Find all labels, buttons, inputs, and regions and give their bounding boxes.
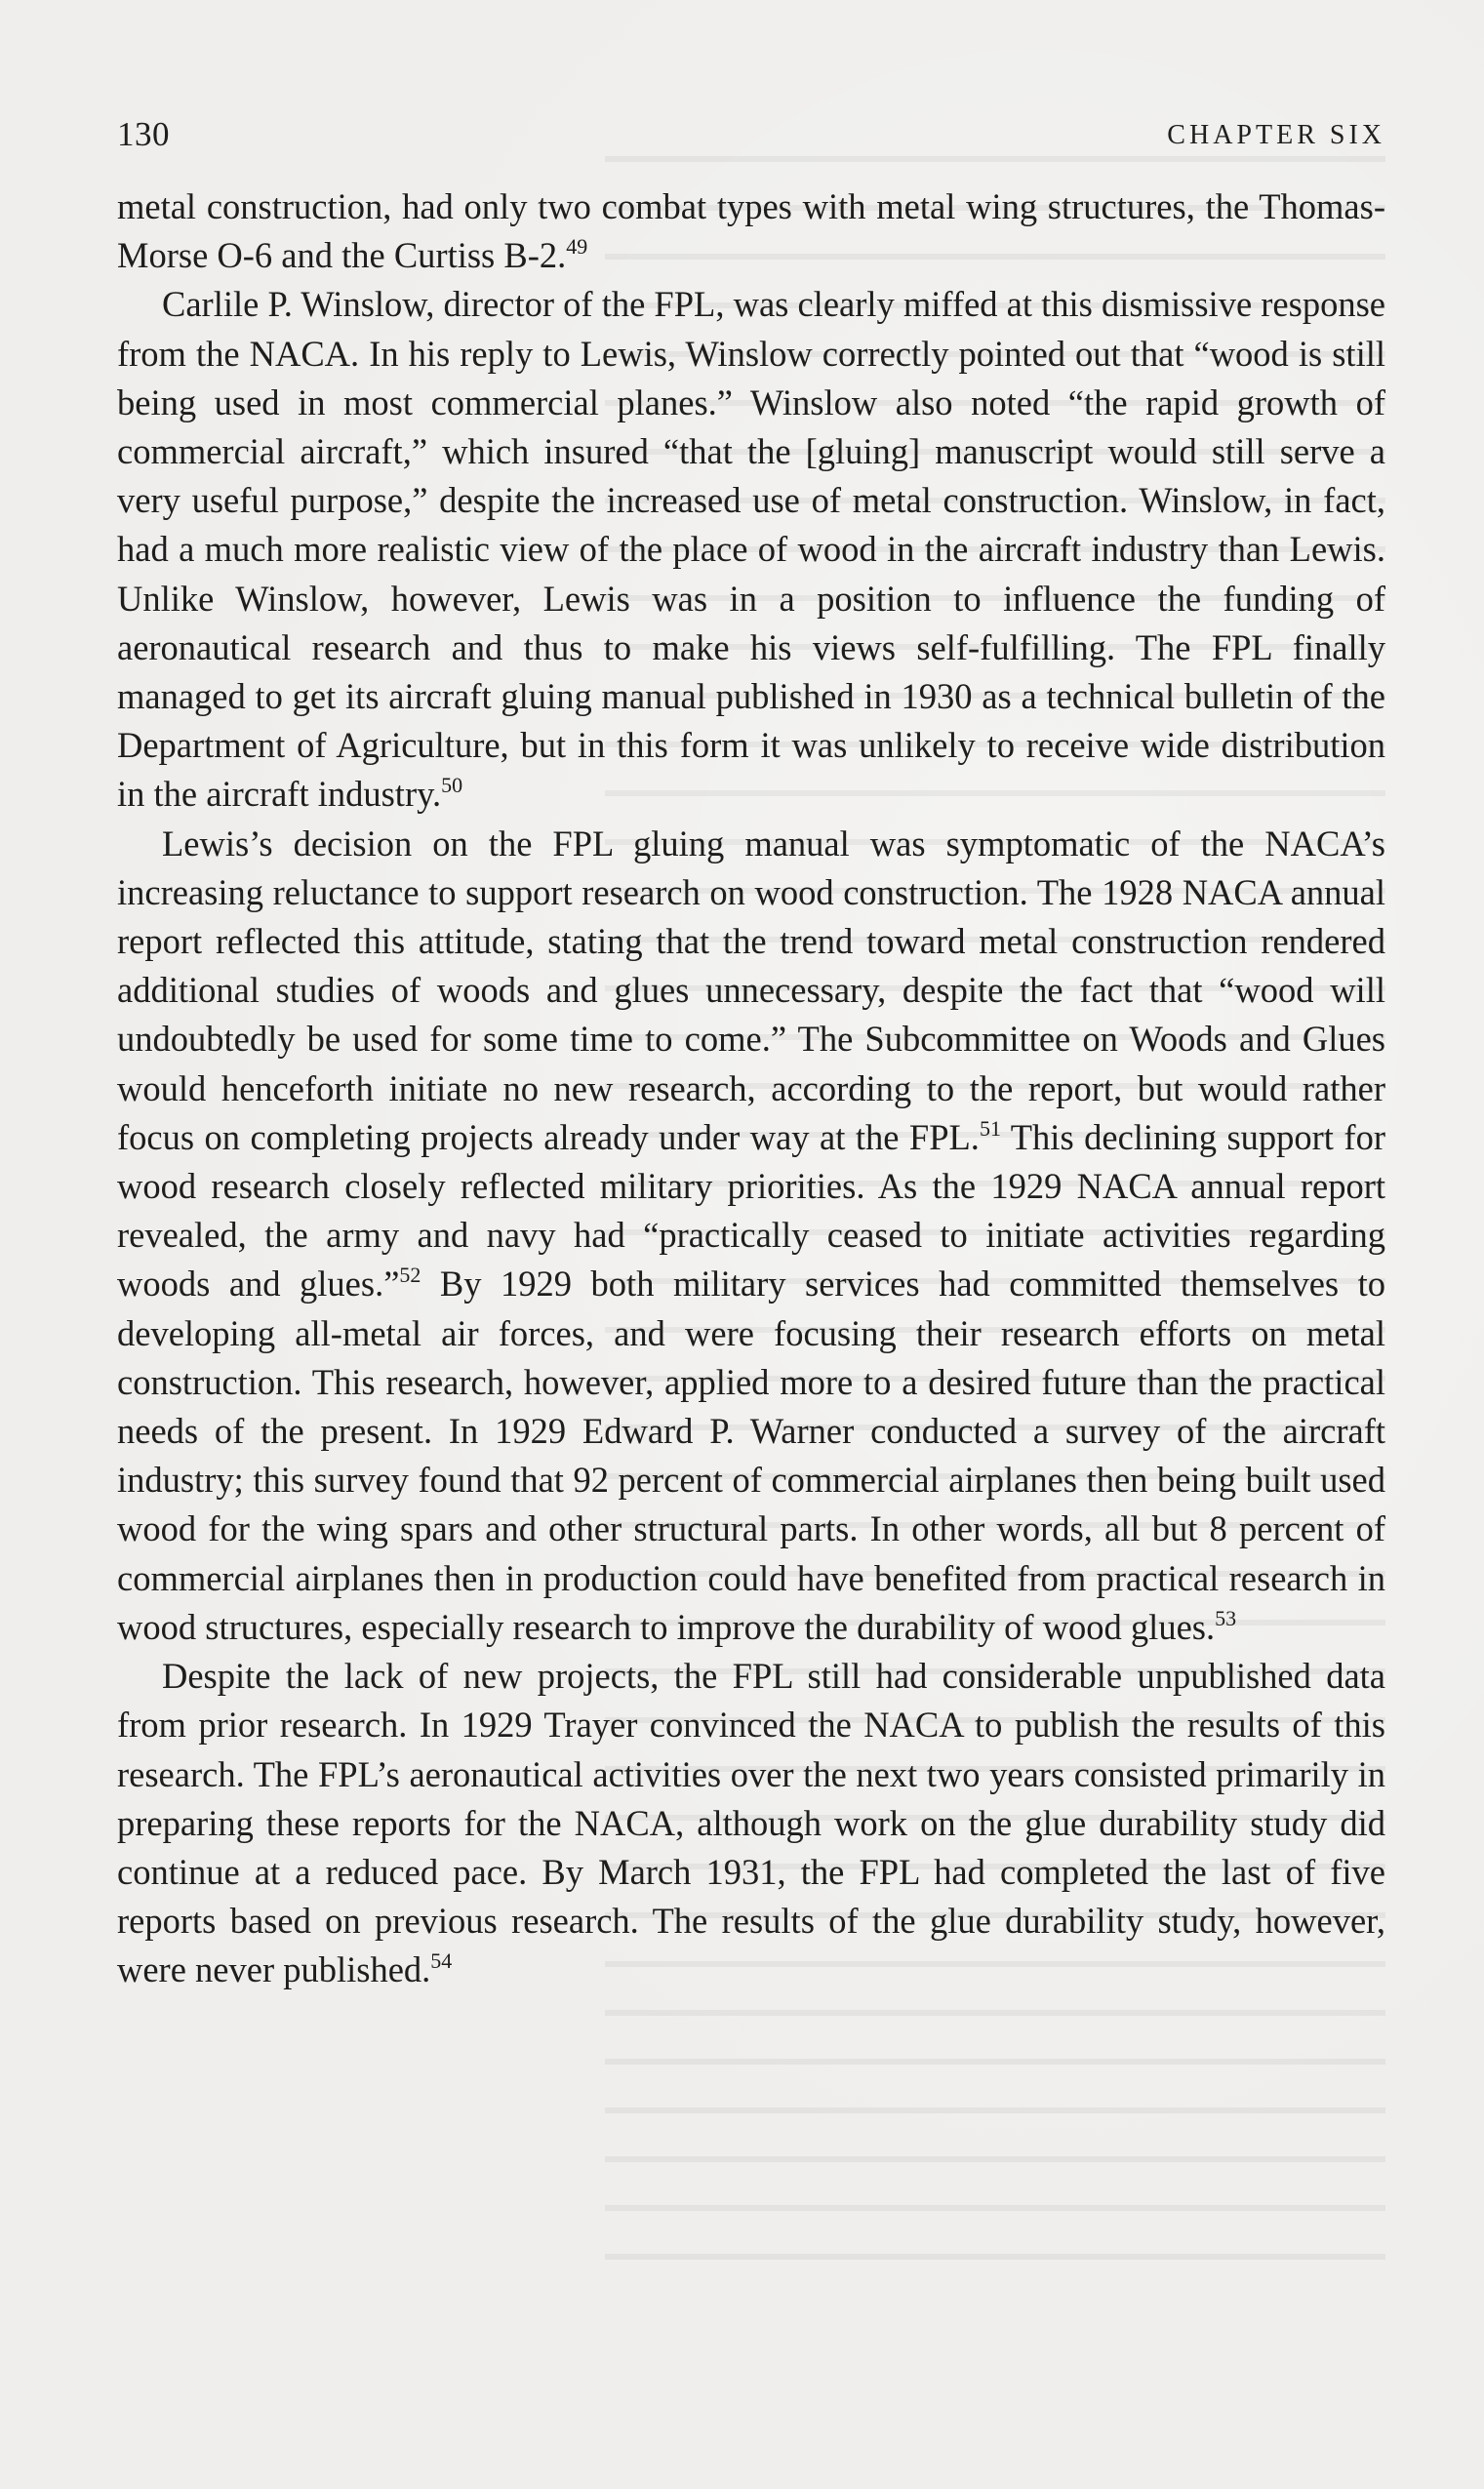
paragraph-text: Carlile P. Winslow, director of the FPL, was clearly miffed at this dismissive response from the NACA. In his reply to Lewis, Winslow correctly pointed out that “wood is still being used in most commercial planes.” Winslow also noted “the rapid growth of commercial aircraft,” which insured “that the [gluing] manuscript would still serve a very useful purpose,” despite the increased use of metal construction. Winslow, in fact, had a much more realistic view of the place of wood in the aircraft industry than Lewis. Unlike Winslow, however, Lewis was in a position to influence the funding of aeronautical research and thus to make his views self-fulfilling. The FPL finally managed to get its aircraft gluing manual published in 1930 as a technical bulletin of the Department of Agriculture, but in this form it was unlikely to receive wide distribution in the aircraft industry. bbox=[117, 284, 1385, 815]
running-head bbox=[117, 115, 1385, 164]
paragraph-text: Lewis’s decision on the FPL gluing manual was symptomatic of the NACA’s increasing reluctance to support research on wood construction. The 1928 NACA annual report reflected this attitude, stating that the trend toward metal construction rendered additional studies of woods and glues unnecessary, despite the fact that “wood will undoubtedly be used for some time to come.” The Subcommittee on Woods and Glues would henceforth initiate no new research, according to the report, but would rather focus on completing projects already under way at the FPL. bbox=[117, 823, 1385, 1157]
footnote-ref-50: 50 bbox=[441, 773, 463, 798]
paragraph-lewis-decision bbox=[117, 820, 1385, 1652]
footnote-ref-52: 52 bbox=[399, 1263, 421, 1288]
page-number: 130 bbox=[117, 115, 170, 153]
body-text bbox=[117, 182, 1385, 1995]
paragraph-text: By 1929 both military services had committed themselves to developing all-metal air forces, and were focusing their research efforts on metal construction. This research, however, applied more to a desired future than the practical needs of the present. In 1929 Edward P. Warner conducted a survey of the aircraft industry; this survey found that 92 percent of commercial airplanes then being built used wood for the wing spars and other structural parts. In other words, all but 8 percent of commercial airplanes then in production could have benefited from practical research in wood structures, especially research to improve the durability of wood glues. bbox=[117, 1264, 1386, 1647]
paragraph-continuation bbox=[117, 182, 1385, 280]
paragraph-text: Despite the lack of new projects, the FPL still had considerable unpublished data from prior research. In 1929 Trayer convinced the NACA to publish the results of this research. The FPL’s aeronautical activities over the next two years consisted primarily in preparing these reports for the NACA, although work on the glue durability study did continue at a reduced pace. By March 1931, the FPL had completed the last of five reports based on previous research. The results of the glue durability study, however, were never published. bbox=[117, 1656, 1385, 1990]
chapter-title: CHAPTER SIX bbox=[1167, 120, 1385, 150]
paragraph-text: This declining support for wood research closely reflected military priorities. As the 1929 NACA annual report revealed, the army and navy had “practically ceased to initiate activities regarding woods and glues.” bbox=[117, 1116, 1385, 1305]
footnote-ref-53: 53 bbox=[1215, 1605, 1237, 1630]
footnote-ref-51: 51 bbox=[979, 1115, 1001, 1141]
footnote-ref-54: 54 bbox=[430, 1948, 453, 1974]
paragraph-winslow bbox=[117, 280, 1385, 819]
paragraph-unpublished-data bbox=[117, 1652, 1385, 1994]
paragraph-text: metal construction, had only two combat types with metal wing structures, the Thomas-Morse O-6 and the Curtiss B-2. bbox=[117, 186, 1385, 276]
footnote-ref-49: 49 bbox=[566, 234, 588, 260]
